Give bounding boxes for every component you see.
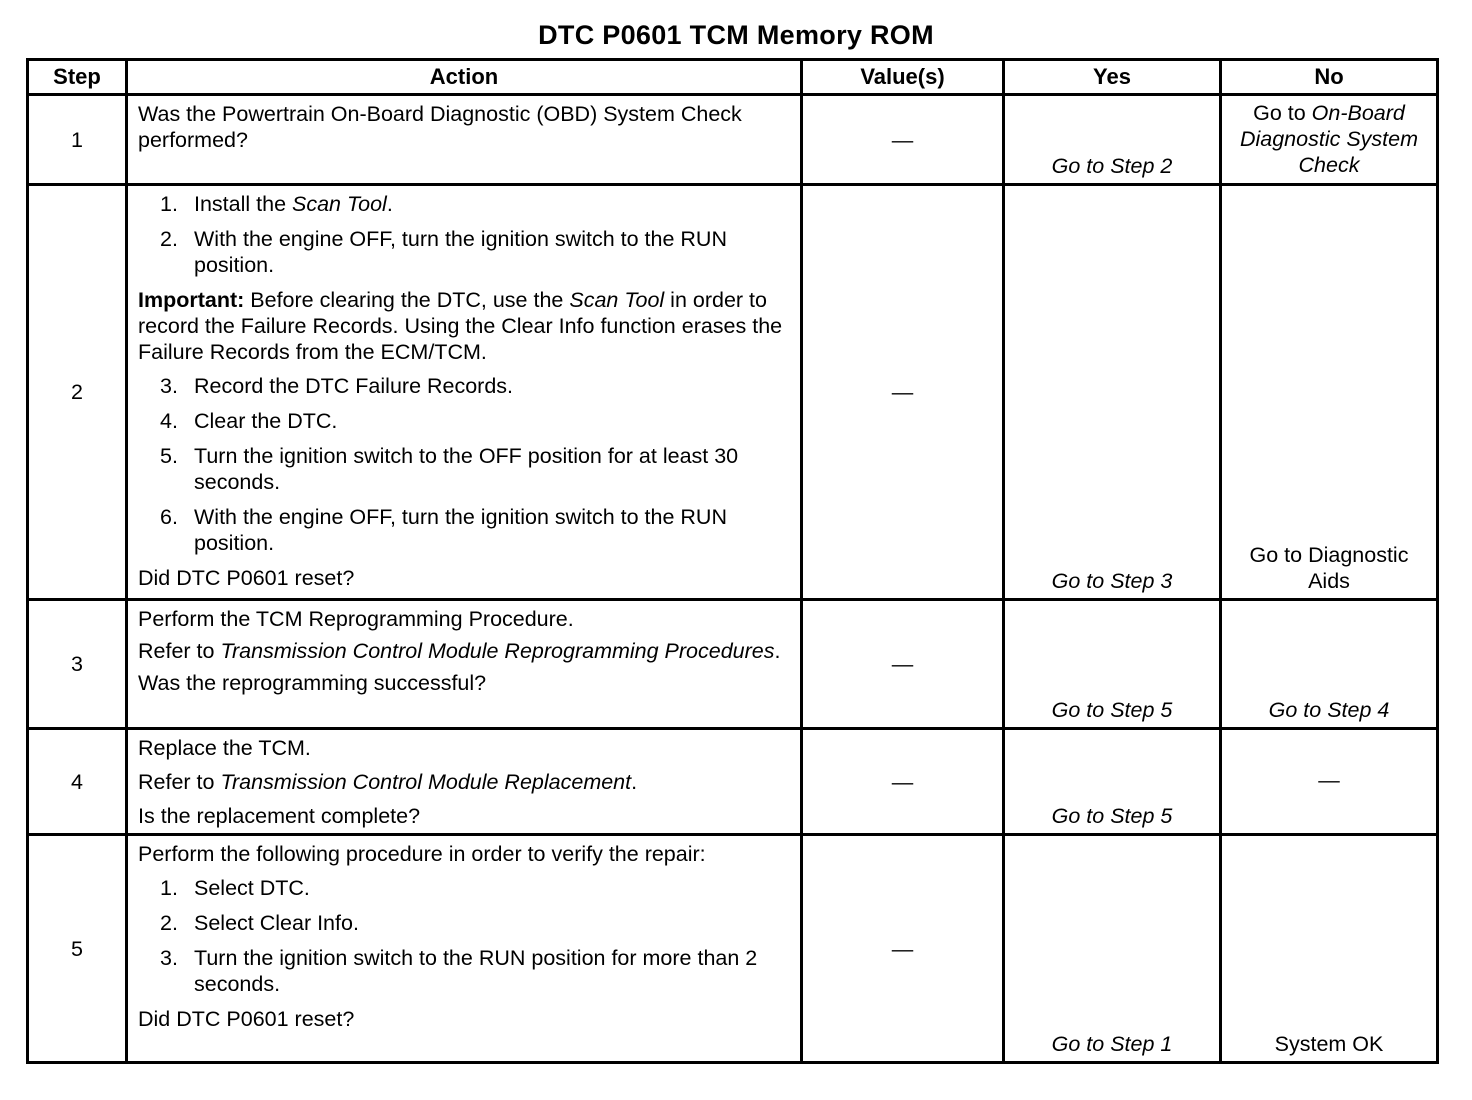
action-text: Replace the TCM. [138,736,311,760]
yes-link[interactable]: Go to Step 1 [1004,835,1221,1063]
action-cell [127,835,802,1063]
procedure-list [138,875,790,997]
yes-link[interactable]: Go to Step 5 [1004,729,1221,835]
procedure-list [138,373,790,556]
refer-text: Refer to Transmission Control Module Reprogramming Procedures. [138,639,781,663]
table-row [28,95,1438,185]
table-row [28,835,1438,1063]
refer-text: Refer to Transmission Control Module Replacement. [138,770,638,794]
step-number: 5 [28,835,127,1063]
list-item: 3. Record the DTC Failure Records. [160,374,514,398]
list-item: 5. Turn the ignition switch to the OFF position for at least 30 seconds. [160,444,739,494]
list-item: 6. With the engine OFF, turn the ignition switch to the RUN position. [160,505,727,555]
table-header-row [28,60,1438,95]
table-row [28,600,1438,729]
header-step: Step [28,60,127,95]
header-action: Action [127,60,802,95]
no-link[interactable]: Go to Diagnostic Aids [1221,185,1438,600]
header-no: No [1221,60,1438,95]
value-cell: — [802,95,1004,185]
action-question: Did DTC P0601 reset? [138,1007,355,1031]
table-row [28,185,1438,600]
header-yes: Yes [1004,60,1221,95]
action-text: Perform the TCM Reprogramming Procedure. [138,607,574,631]
no-prefix: Go to [1253,100,1312,125]
value-cell: — [802,185,1004,600]
action-question: Did DTC P0601 reset? [138,566,355,590]
yes-link[interactable]: Go to Step 2 [1004,95,1221,185]
action-cell [127,185,802,600]
action-question: Was the reprogramming successful? [138,671,487,695]
step-number: 3 [28,600,127,729]
list-item: 2. Select Clear Info. [160,911,359,935]
value-cell: — [802,729,1004,835]
page-title: DTC P0601 TCM Memory ROM [538,20,934,50]
action-question: Was the Powertrain On-Board Diagnostic (OBD) System Check performed? [138,102,742,152]
no-link[interactable]: Go to Step 4 [1221,600,1438,729]
yes-link[interactable]: Go to Step 3 [1004,185,1221,600]
no-target: On-Board Diagnostic System Check [1239,100,1419,177]
list-item: 2. With the engine OFF, turn the ignition switch to the RUN position. [160,227,727,277]
list-item: 1. Install the Scan Tool. [160,192,393,216]
no-value: — [1221,729,1438,835]
no-link[interactable] [1221,95,1438,185]
action-cell [127,600,802,729]
header-values: Value(s) [802,60,1004,95]
step-number: 1 [28,95,127,185]
list-item: 3. Turn the ignition switch to the RUN position for more than 2 seconds. [160,946,758,996]
action-question: Is the replacement complete? [138,804,421,828]
important-note: Important: Before clearing the DTC, use the Scan Tool in order to record the Failure Records. Using the Clear Info function erases the Failure Records from the ECM/TCM. [138,288,783,364]
action-cell [127,95,802,185]
step-number: 4 [28,729,127,835]
action-cell [127,729,802,835]
procedure-list [138,191,790,278]
list-item: 1. Select DTC. [160,876,310,900]
diagnostic-table [26,58,1439,1064]
value-cell: — [802,835,1004,1063]
step-number: 2 [28,185,127,600]
action-text: Perform the following procedure in order to verify the repair: [138,842,706,866]
value-cell: — [802,600,1004,729]
list-item: 4. Clear the DTC. [160,409,338,433]
yes-link[interactable]: Go to Step 5 [1004,600,1221,729]
table-row [28,729,1438,835]
no-result: System OK [1221,835,1438,1063]
